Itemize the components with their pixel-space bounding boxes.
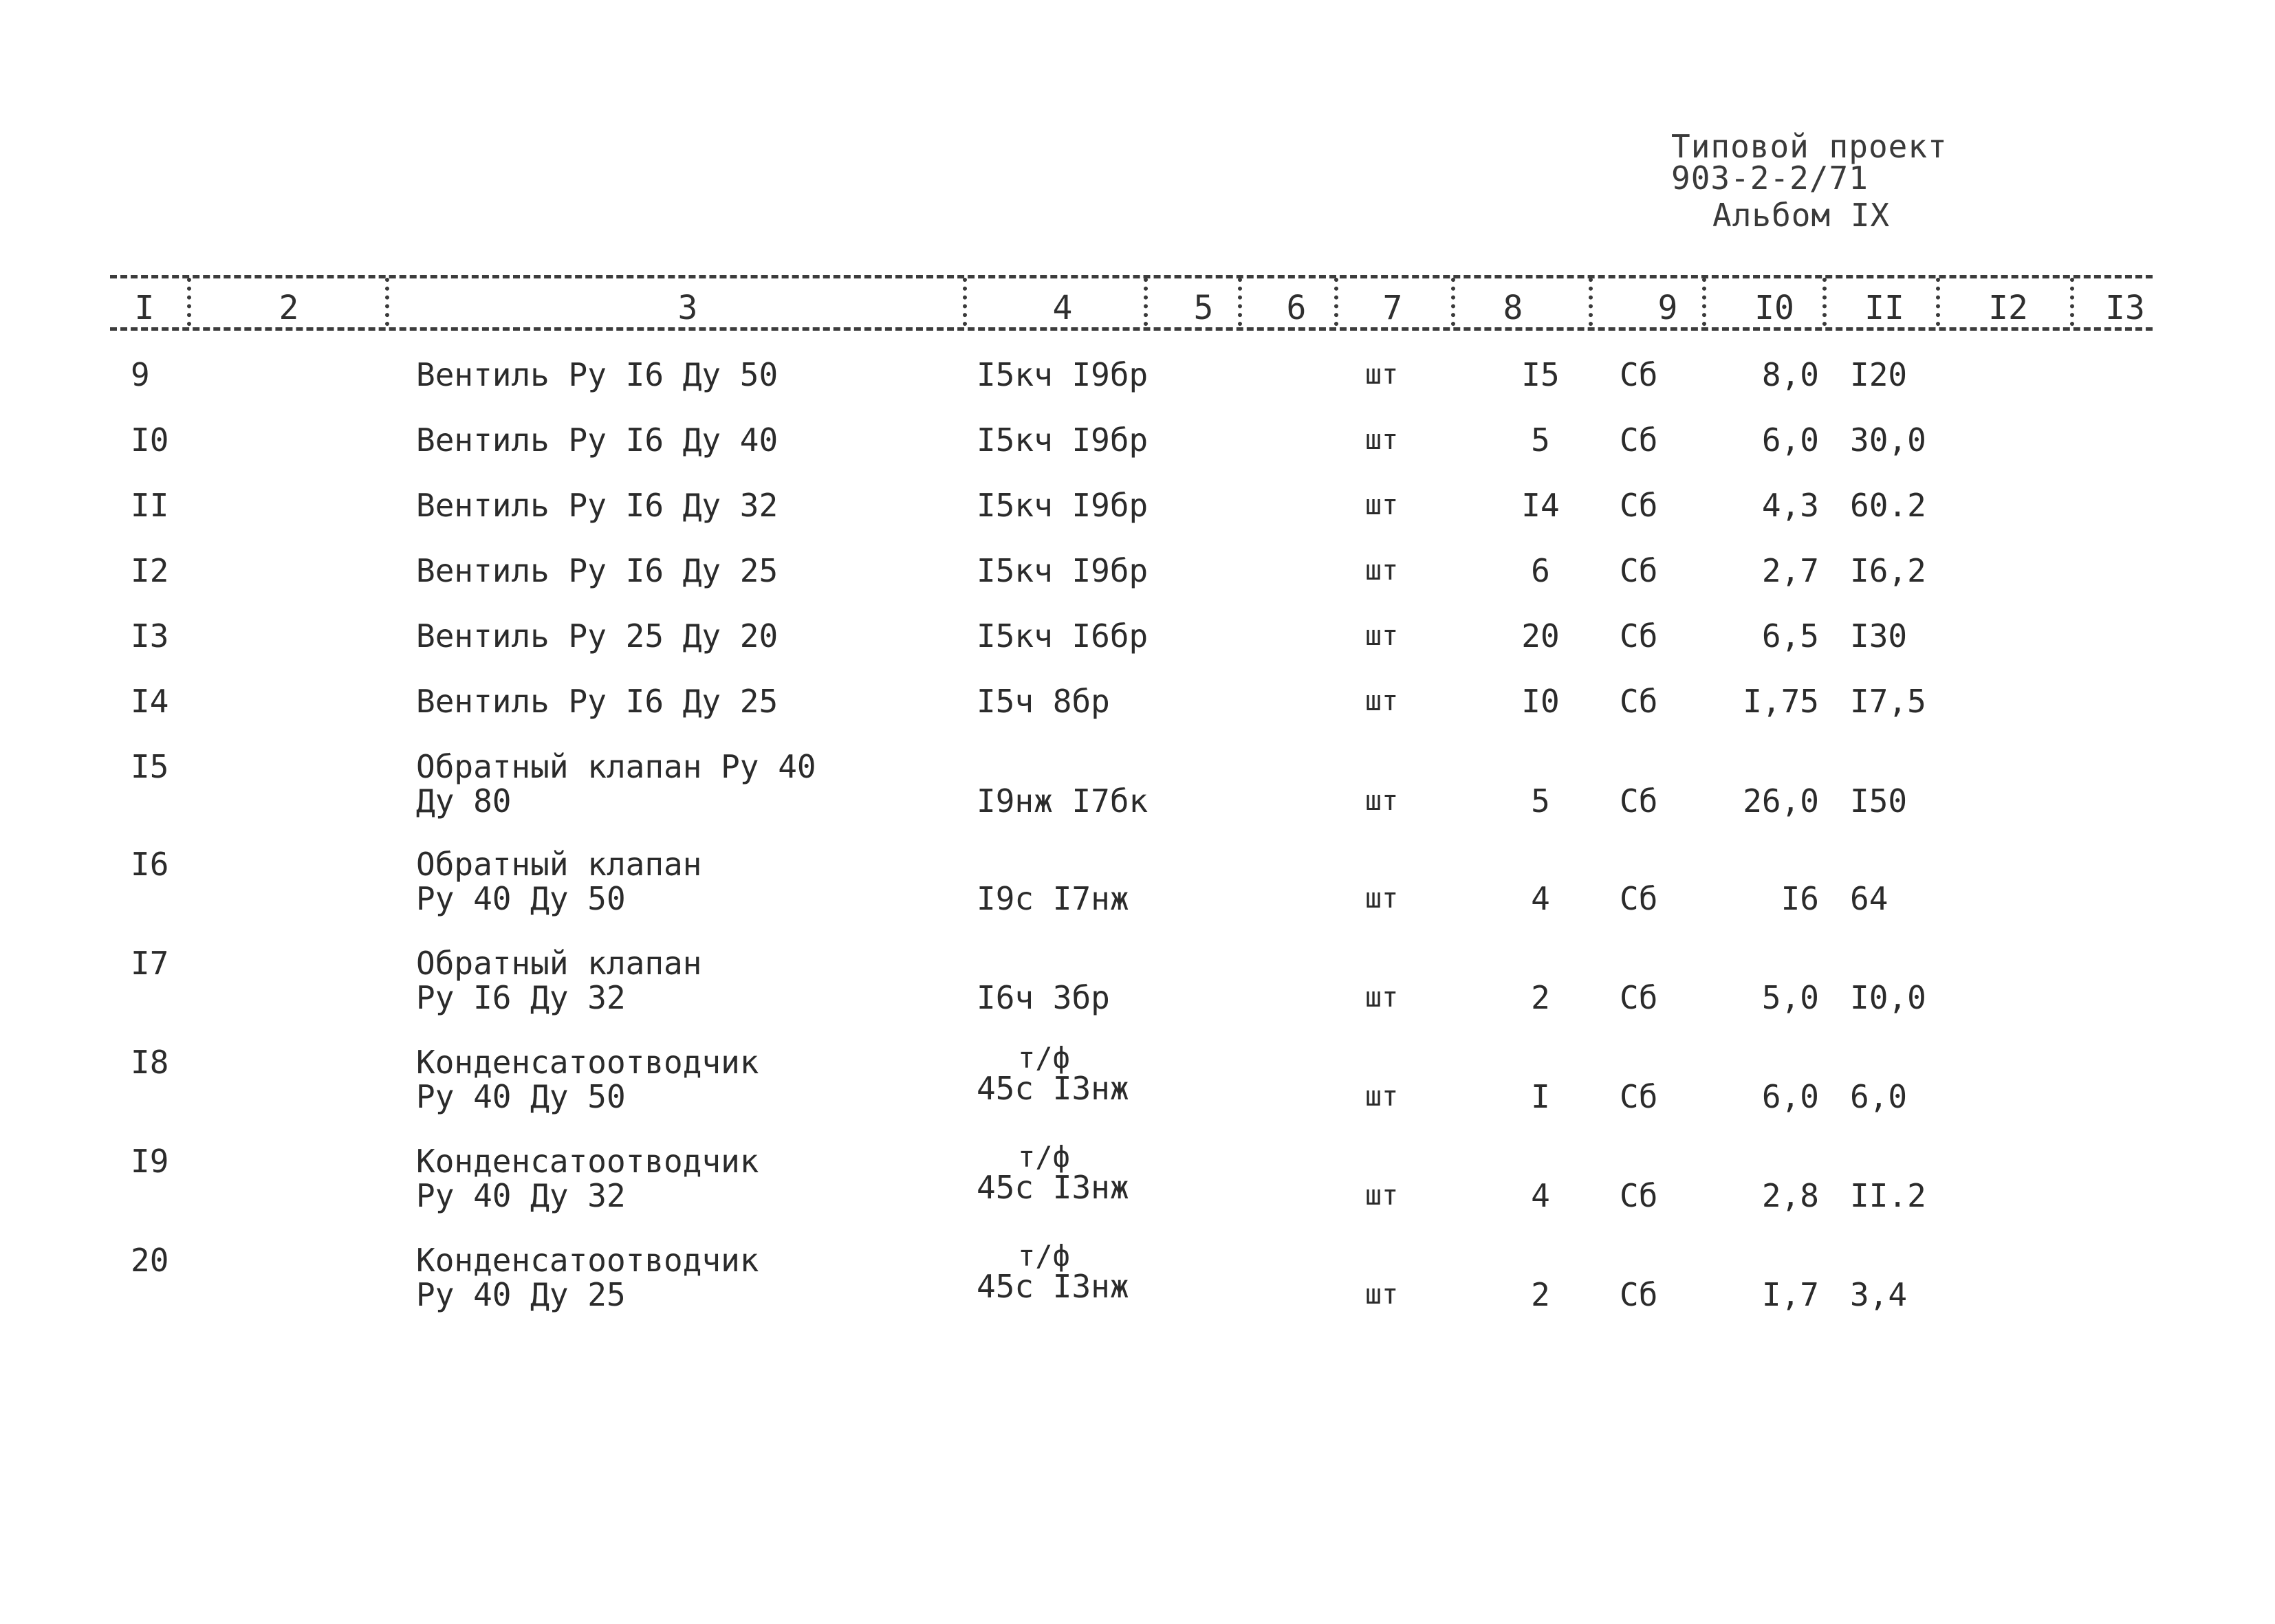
col-separator bbox=[385, 278, 393, 326]
item-name: Обратный клапан Ру 40 Ду 50 bbox=[416, 846, 702, 917]
item-unit: шт bbox=[1365, 490, 1399, 521]
item-unit-mass: I,75 bbox=[1743, 683, 1819, 720]
item-total-mass: I30 bbox=[1850, 617, 1908, 655]
item-unit: шт bbox=[1365, 424, 1399, 456]
col-number-6: 6 bbox=[1286, 289, 1307, 327]
stamp-project-number: 903-2-2/71 bbox=[1671, 160, 1869, 197]
item-total-mass: 30,0 bbox=[1850, 421, 1926, 459]
item-name-line2: Ру I6 Ду 32 bbox=[416, 979, 626, 1016]
item-category: Сб bbox=[1620, 1078, 1658, 1115]
item-mark: I5кч I9бр bbox=[977, 552, 1149, 589]
item-name: Конденсатоотводчик Ру 40 Ду 32 bbox=[416, 1143, 759, 1214]
item-unit: шт bbox=[1365, 1180, 1399, 1211]
row-number: I3 bbox=[131, 617, 169, 655]
item-total-mass: 3,4 bbox=[1850, 1276, 1908, 1313]
item-name-line2: Ру 40 Ду 25 bbox=[416, 1276, 626, 1313]
item-total-mass: 64 bbox=[1850, 880, 1888, 917]
item-quantity: 4 bbox=[1531, 880, 1550, 917]
item-unit-mass: 2,8 bbox=[1761, 1177, 1819, 1214]
item-mark-prefix: т/ф bbox=[1018, 1140, 1070, 1174]
item-unit-mass: 4,3 bbox=[1761, 487, 1819, 524]
item-category: Сб bbox=[1620, 683, 1658, 720]
item-unit-mass: I6 bbox=[1781, 880, 1819, 917]
item-unit: шт bbox=[1365, 785, 1399, 817]
item-unit: шт bbox=[1365, 1081, 1399, 1112]
item-total-mass: I50 bbox=[1850, 782, 1908, 820]
col-number-10: I0 bbox=[1754, 289, 1794, 327]
row-number: I6 bbox=[131, 846, 169, 883]
stamp-album: Альбом IX bbox=[1712, 197, 1891, 234]
item-name: Конденсатоотводчик Ру 40 Ду 50 bbox=[416, 1044, 759, 1115]
item-mark: I5кч I9бр bbox=[977, 487, 1149, 524]
item-category: Сб bbox=[1620, 1177, 1658, 1214]
col-separator bbox=[1936, 278, 1944, 326]
item-name-line2: Ру 40 Ду 32 bbox=[416, 1177, 626, 1214]
item-quantity: 5 bbox=[1531, 421, 1550, 459]
item-unit-mass: 6,0 bbox=[1761, 1078, 1819, 1115]
item-mark: I6ч 3бр bbox=[977, 979, 1110, 1016]
row-number: I2 bbox=[131, 552, 169, 589]
item-mark: I5кч I6бр bbox=[977, 617, 1149, 655]
item-mark: I5кч I9бр bbox=[977, 421, 1149, 459]
col-separator bbox=[1144, 278, 1152, 326]
col-separator bbox=[2070, 278, 2078, 326]
col-separator bbox=[963, 278, 971, 326]
item-total-mass: II.2 bbox=[1850, 1177, 1926, 1214]
row-number: I9 bbox=[131, 1143, 169, 1180]
item-category: Сб bbox=[1620, 356, 1658, 393]
item-unit-mass: I,7 bbox=[1761, 1276, 1819, 1313]
item-total-mass: I20 bbox=[1850, 356, 1908, 393]
item-quantity: I4 bbox=[1521, 487, 1560, 524]
item-quantity: 6 bbox=[1531, 552, 1550, 589]
item-mark-prefix: т/ф bbox=[1018, 1239, 1070, 1273]
item-total-mass: I0,0 bbox=[1850, 979, 1926, 1016]
col-number-3: 3 bbox=[677, 289, 698, 327]
item-name: Конденсатоотводчик Ру 40 Ду 25 bbox=[416, 1242, 759, 1313]
col-number-12: I2 bbox=[1988, 289, 2028, 327]
stamp-project-type: Типовой проект bbox=[1671, 128, 1948, 165]
item-unit: шт bbox=[1365, 620, 1399, 652]
item-unit-mass: 8,0 bbox=[1761, 356, 1819, 393]
row-number: I8 bbox=[131, 1044, 169, 1081]
item-category: Сб bbox=[1620, 1276, 1658, 1313]
item-category: Сб bbox=[1620, 979, 1658, 1016]
item-name: Обратный клапан Ру I6 Ду 32 bbox=[416, 945, 702, 1016]
col-number-11: II bbox=[1864, 289, 1904, 327]
row-number: 9 bbox=[131, 356, 150, 393]
item-quantity: 2 bbox=[1531, 1276, 1550, 1313]
header-rule-top bbox=[110, 275, 2153, 278]
col-number-2: 2 bbox=[279, 289, 299, 327]
item-name: Обратный клапан Ру 40 Ду 80 bbox=[416, 748, 816, 820]
item-category: Сб bbox=[1620, 617, 1658, 655]
item-name: Вентиль Ру 25 Ду 20 bbox=[416, 617, 779, 655]
row-number: I0 bbox=[131, 421, 169, 459]
item-unit: шт bbox=[1365, 685, 1399, 717]
col-separator bbox=[1702, 278, 1710, 326]
item-mark: I5кч I9бр bbox=[977, 356, 1149, 393]
item-mark: I5ч 8бр bbox=[977, 683, 1110, 720]
item-total-mass: I6,2 bbox=[1850, 552, 1926, 589]
item-unit: шт bbox=[1365, 555, 1399, 586]
item-name: Вентиль Ру I6 Ду 32 bbox=[416, 487, 779, 524]
item-total-mass: I7,5 bbox=[1850, 683, 1926, 720]
item-quantity: 5 bbox=[1531, 782, 1550, 820]
item-category: Сб bbox=[1620, 880, 1658, 917]
col-number-1: I bbox=[134, 289, 155, 327]
item-total-mass: 60.2 bbox=[1850, 487, 1926, 524]
item-mark-prefix: т/ф bbox=[1018, 1041, 1070, 1075]
item-name-line2: Ру 40 Ду 50 bbox=[416, 880, 626, 917]
item-name: Вентиль Ру I6 Ду 25 bbox=[416, 683, 779, 720]
item-unit-mass: 6,5 bbox=[1761, 617, 1819, 655]
item-category: Сб bbox=[1620, 782, 1658, 820]
col-separator bbox=[1822, 278, 1831, 326]
item-mark: I9нж I7бк bbox=[977, 782, 1149, 820]
item-unit: шт bbox=[1365, 883, 1399, 914]
item-mark: т/ф 45с I3нж bbox=[977, 1239, 1129, 1305]
col-separator bbox=[1238, 278, 1246, 326]
item-quantity: 2 bbox=[1531, 979, 1550, 1016]
col-number-7: 7 bbox=[1382, 289, 1403, 327]
col-separator bbox=[1451, 278, 1459, 326]
item-unit: шт bbox=[1365, 359, 1399, 391]
row-number: I4 bbox=[131, 683, 169, 720]
item-mark: т/ф 45с I3нж bbox=[977, 1140, 1129, 1206]
col-separator bbox=[187, 278, 195, 326]
item-quantity: I5 bbox=[1521, 356, 1560, 393]
row-number: I5 bbox=[131, 748, 169, 785]
col-number-13: I3 bbox=[2105, 289, 2145, 327]
item-total-mass: 6,0 bbox=[1850, 1078, 1908, 1115]
item-category: Сб bbox=[1620, 487, 1658, 524]
item-quantity: I0 bbox=[1521, 683, 1560, 720]
item-unit-mass: 6,0 bbox=[1761, 421, 1819, 459]
item-unit-mass: 26,0 bbox=[1743, 782, 1819, 820]
item-name: Вентиль Ру I6 Ду 40 bbox=[416, 421, 779, 459]
row-number: II bbox=[131, 487, 169, 524]
item-mark: I9с I7нж bbox=[977, 880, 1129, 917]
item-quantity: 20 bbox=[1521, 617, 1560, 655]
item-unit: шт bbox=[1365, 1279, 1399, 1310]
col-separator bbox=[1334, 278, 1342, 326]
item-unit: шт bbox=[1365, 982, 1399, 1013]
item-category: Сб bbox=[1620, 421, 1658, 459]
item-mark: т/ф 45с I3нж bbox=[977, 1041, 1129, 1107]
col-number-4: 4 bbox=[1052, 289, 1073, 327]
row-number: I7 bbox=[131, 945, 169, 982]
item-unit-mass: 2,7 bbox=[1761, 552, 1819, 589]
item-unit-mass: 5,0 bbox=[1761, 979, 1819, 1016]
row-number: 20 bbox=[131, 1242, 169, 1279]
col-number-5: 5 bbox=[1193, 289, 1214, 327]
col-number-9: 9 bbox=[1657, 289, 1678, 327]
col-number-8: 8 bbox=[1503, 289, 1523, 327]
item-quantity: I bbox=[1531, 1078, 1550, 1115]
col-separator bbox=[1589, 278, 1597, 326]
item-category: Сб bbox=[1620, 552, 1658, 589]
item-quantity: 4 bbox=[1531, 1177, 1550, 1214]
item-name: Вентиль Ру I6 Ду 50 bbox=[416, 356, 779, 393]
item-name: Вентиль Ру I6 Ду 25 bbox=[416, 552, 779, 589]
item-name-line2: Ру 40 Ду 50 bbox=[416, 1078, 626, 1115]
item-name-line2: Ду 80 bbox=[416, 782, 512, 820]
header-rule-bottom bbox=[110, 327, 2153, 331]
